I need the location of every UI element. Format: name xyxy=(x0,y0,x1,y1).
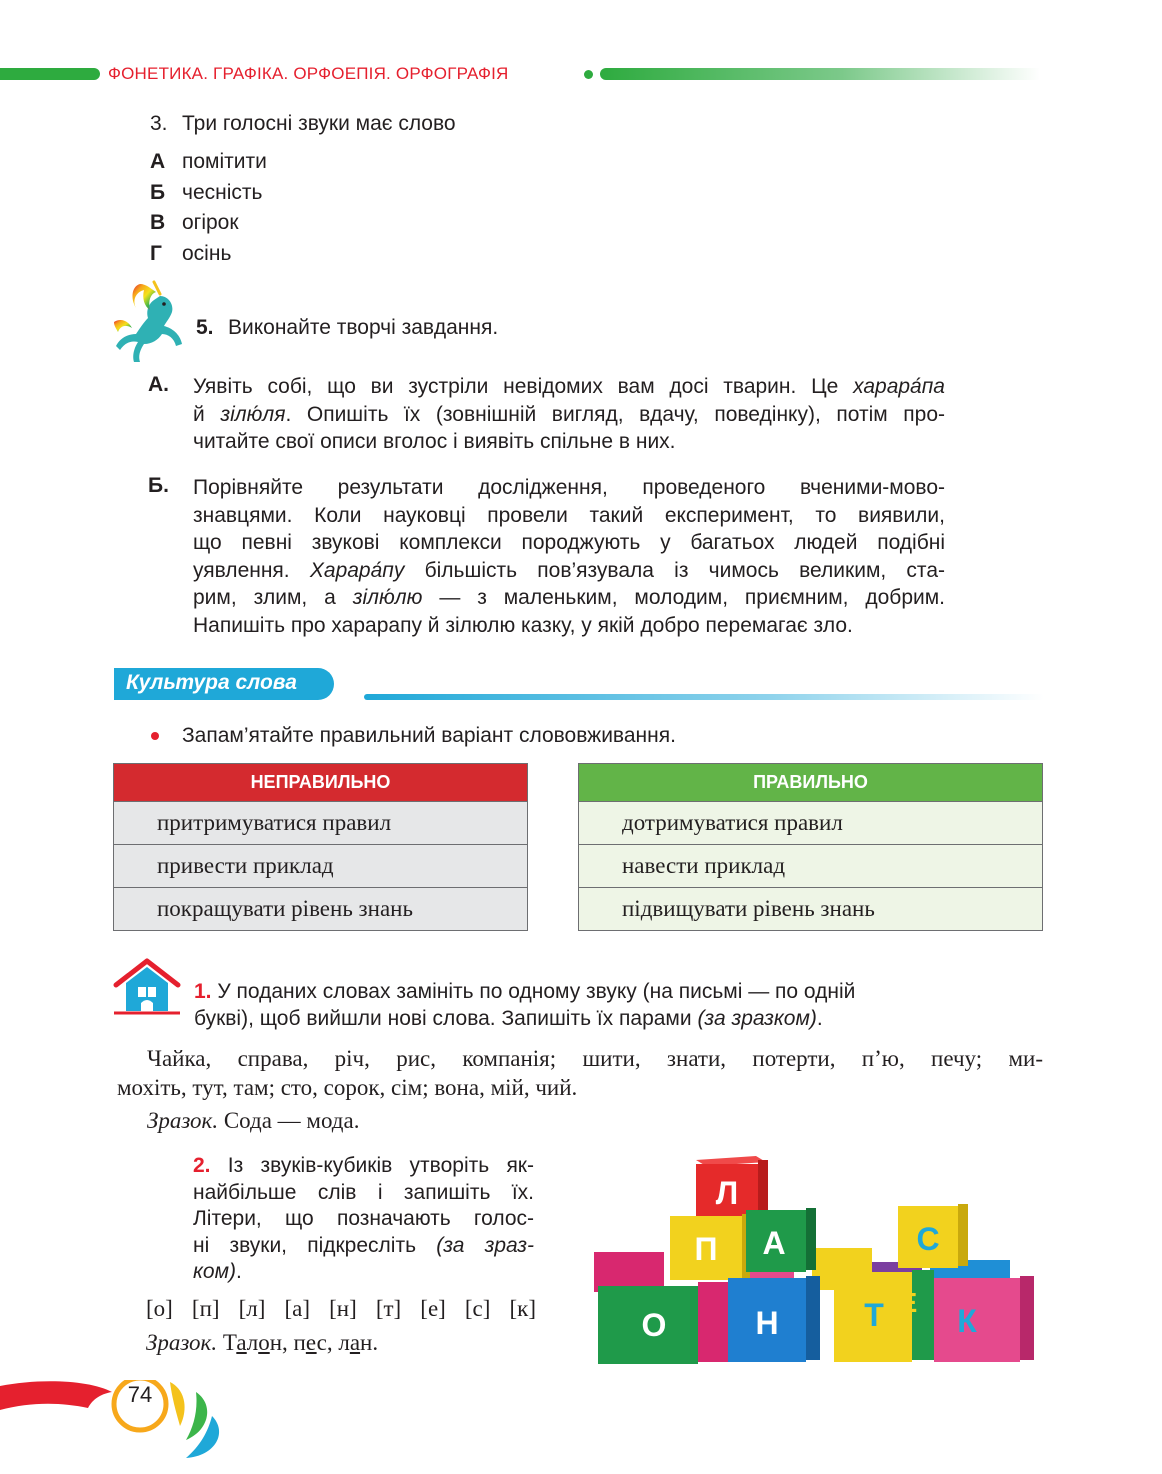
part-b-line4-start: уявлення. xyxy=(193,558,290,582)
part-b-line5-start: рим, злим, а xyxy=(193,586,336,609)
part-a-line2-start: й xyxy=(193,402,205,426)
sound-letter: [а] xyxy=(284,1296,311,1321)
separator: . xyxy=(372,1330,379,1355)
question-number: 3. xyxy=(150,112,168,135)
separator: , xyxy=(282,1330,294,1355)
cube-letter: А xyxy=(762,1225,786,1261)
part-b-line4-rest: більшість пов’язувала із чимось великим, ста- xyxy=(424,558,945,582)
cube-side xyxy=(1020,1276,1034,1360)
part-a-line2-rest: . Опишіть їх (зовнішній вигляд, вдачу, поведінку), потім про- xyxy=(285,402,945,426)
wrong-header: НЕПРАВИЛЬНО xyxy=(114,764,528,802)
cube-letter: К xyxy=(957,1303,977,1339)
task-title: Виконайте творчі завдання. xyxy=(228,316,499,339)
sound-letters xyxy=(146,1296,536,1322)
vowel-underlined: е xyxy=(305,1330,317,1355)
letter: н xyxy=(360,1330,373,1355)
question-text: Три голосні звуки має слово xyxy=(182,112,456,135)
part-b-line2: знавцями. Коли науковці провели такий експеримент, то виявили, xyxy=(193,503,945,527)
option-letter-b: Б xyxy=(150,181,166,204)
cube-letter: Н xyxy=(755,1305,779,1341)
sample2-word-lan xyxy=(338,1330,378,1355)
part-a-letter: А. xyxy=(148,373,169,396)
wrong-item: притримуватися правил xyxy=(114,802,528,845)
letter: Т xyxy=(222,1330,237,1355)
cube-side xyxy=(698,1282,728,1362)
sound-letter: [т] xyxy=(375,1296,402,1321)
sample-text: Сода — мода. xyxy=(223,1108,360,1133)
part-a-paragraph xyxy=(193,373,945,456)
word-khararapu: Харара́пу xyxy=(309,558,405,582)
sound-letter: [с] xyxy=(464,1296,491,1321)
right-usage-table xyxy=(578,763,1043,931)
words-line2: мохіть, тут, там; сто, сорок, сім; вона, мій, чий. xyxy=(117,1075,578,1100)
bullet-dot xyxy=(151,732,159,740)
header-bar-left xyxy=(0,68,100,80)
exercise2-sample xyxy=(146,1330,378,1356)
word-khararapa: харара́па xyxy=(853,375,945,398)
cube-letter: О xyxy=(641,1307,667,1343)
exercise1-sample xyxy=(147,1106,359,1135)
part-b-line5-rest: — з маленьким, молодим, приємним, добрим. xyxy=(439,586,946,609)
culture-divider xyxy=(364,694,1044,700)
sound-letter: [к] xyxy=(509,1296,536,1321)
exercise2-instruction xyxy=(193,1153,534,1286)
wrong-usage-table xyxy=(113,763,528,931)
sample-label: Зразок. xyxy=(147,1108,219,1133)
part-b-paragraph xyxy=(193,474,945,639)
wrong-item: привести приклад xyxy=(114,845,528,888)
cube-letter: П xyxy=(694,1231,718,1267)
culture-heading: Культура слова xyxy=(126,671,297,694)
option-text-b: чесність xyxy=(182,181,263,204)
sample2-word-talon xyxy=(223,1330,294,1355)
wrong-item: покращувати рівень знань xyxy=(114,888,528,931)
letter: л xyxy=(338,1330,350,1355)
letter: л xyxy=(246,1330,259,1355)
exercise1-line1: У поданих словах замініть по одному звуку (на письмі — по одній xyxy=(217,980,856,1003)
sample2-label: Зразок. xyxy=(146,1330,218,1355)
header-dot xyxy=(584,70,593,79)
task-number: 5. xyxy=(196,316,214,339)
letter: с xyxy=(316,1330,327,1355)
cube-side xyxy=(806,1208,816,1270)
separator: , xyxy=(326,1330,339,1355)
exercise2-line2: найбільше слів і запишіть їх. xyxy=(193,1180,534,1204)
cube-k xyxy=(934,1278,1020,1362)
option-text-g: осінь xyxy=(182,242,232,265)
exercise2-line5-end: . xyxy=(235,1260,242,1283)
right-item: підвищувати рівень знань xyxy=(579,888,1043,931)
option-letter-v: В xyxy=(150,211,166,234)
house-icon xyxy=(112,957,182,1015)
letter: п xyxy=(293,1330,306,1355)
part-b-letter: Б. xyxy=(148,474,169,497)
sound-letter: [п] xyxy=(191,1296,220,1321)
sound-letter: [л] xyxy=(238,1296,266,1321)
section-title: ФОНЕТИКА. ГРАФІКА. ОРФОЕПІЯ. ОРФОГРАФІЯ xyxy=(108,64,509,83)
right-item: дотримуватися правил xyxy=(579,802,1043,845)
exercise1-words xyxy=(117,1044,1043,1102)
part-a-line1: Уявіть собі, що ви зустріли невідомих вам досі тварин. Це xyxy=(193,375,839,398)
words-line1: Чайка, справа, річ, рис, компанія; шити, знати, потерти, п’ю, печу; ми- xyxy=(147,1046,1043,1071)
part-b-line3: що певні звукові комплекси породжують у багатьох людей подібні xyxy=(193,531,945,554)
sound-letter: [о] xyxy=(146,1296,173,1321)
part-b-line6: Напишіть про харарапу й зілюлю казку, у якій добро перемагає зло. xyxy=(193,613,853,637)
exercise2-hint-start: (за зраз- xyxy=(436,1233,534,1257)
page-number: 74 xyxy=(127,1382,153,1407)
cube-letter: Т xyxy=(864,1297,884,1333)
exercise1-line2-end: . xyxy=(816,1007,823,1030)
word-ziliulia: зілю́ля xyxy=(220,402,286,426)
sound-letter: [е] xyxy=(420,1296,446,1321)
cube-letter: Л xyxy=(715,1175,739,1211)
letter: н xyxy=(269,1330,283,1355)
exercise2-number: 2. xyxy=(193,1154,211,1177)
word-ziliuliu: зілю́лю xyxy=(352,586,423,609)
header-bar-right xyxy=(600,68,1040,80)
exercise1-hint: (за зразком) xyxy=(697,1007,817,1030)
option-text-v: огірок xyxy=(182,211,239,234)
right-header: ПРАВИЛЬНО xyxy=(579,764,1043,802)
letter-cubes-illustration xyxy=(592,1152,1042,1372)
vowel-underlined: а xyxy=(349,1330,361,1355)
bullet-instruction: Запам’ятайте правильний варіант слововживання. xyxy=(182,724,676,747)
cube-side xyxy=(758,1160,768,1218)
exercise1-instruction xyxy=(194,978,964,1032)
cube-letter: С xyxy=(916,1221,940,1257)
vowel-underlined: о xyxy=(258,1330,270,1355)
cube-letter: Е xyxy=(898,1287,918,1318)
option-text-a: помітити xyxy=(182,150,267,173)
option-letter-g: Г xyxy=(150,242,162,265)
cube-side xyxy=(958,1204,968,1266)
unicorn-icon xyxy=(110,278,192,364)
right-item: навести приклад xyxy=(579,845,1043,888)
cube-side xyxy=(806,1276,820,1360)
exercise1-number: 1. xyxy=(194,980,212,1003)
sound-letter: [н] xyxy=(329,1296,357,1321)
part-a-line3: читайте свої описи вголос і виявіть спільне в них. xyxy=(193,430,676,453)
part-b-line1: Порівняйте результати дослідження, проведеного вченими-мово- xyxy=(193,476,945,499)
exercise2-line1: Із звуків-кубиків утворіть як- xyxy=(227,1154,534,1177)
exercise2-line3: Літери, що позначають голос- xyxy=(193,1207,534,1230)
exercise2-hint-end: ком) xyxy=(193,1260,236,1283)
exercise1-line2: букві), щоб вийшли нові слова. Запишіть їх парами xyxy=(194,1007,692,1030)
exercise2-line4: ні звуки, підкресліть xyxy=(193,1233,417,1257)
sample2-word-pes xyxy=(294,1330,339,1355)
option-letter-a: А xyxy=(150,150,166,173)
vowel-underlined: а xyxy=(236,1330,247,1355)
